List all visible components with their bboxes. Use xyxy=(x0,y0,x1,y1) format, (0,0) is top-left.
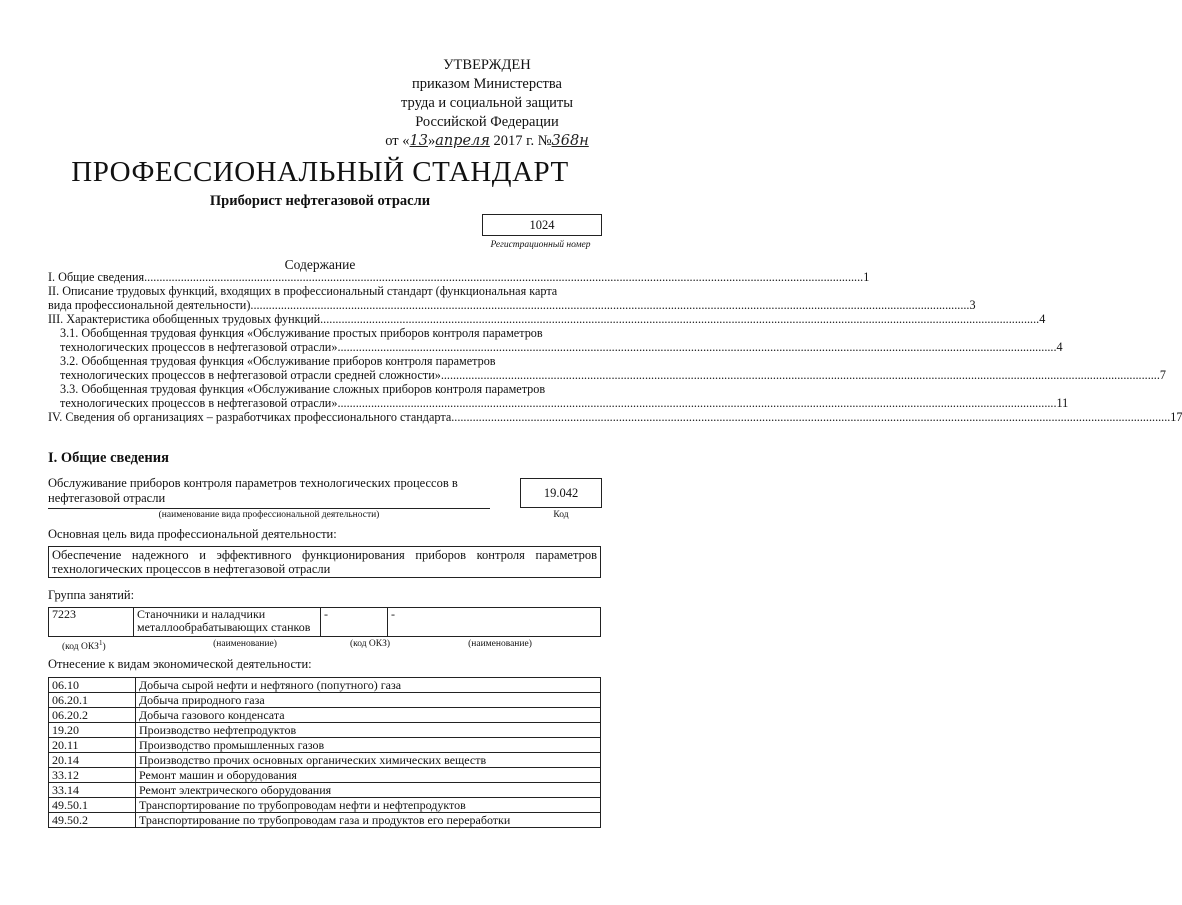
registration-number-label: Регистрационный номер xyxy=(490,240,591,250)
toc-item[interactable]: I. Общие сведения ..... 1 xyxy=(48,270,603,284)
group-label: Группа занятий: xyxy=(48,588,135,602)
group-caption-name-2: (наименование) xyxy=(468,639,532,649)
okz-name-cell: Станочники и наладчики металлообрабатывающих станков xyxy=(134,608,321,637)
okved-code: 06.10 xyxy=(49,678,136,693)
document-title: ПРОФЕССИОНАЛЬНЫЙ СТАНДАРТ xyxy=(71,156,569,188)
approval-date: от «13»апреля 2017 г. №368н xyxy=(385,133,589,149)
okved-name: Производство промышленных газов xyxy=(136,738,601,753)
toc-item[interactable]: 3.3. Обобщенная трудовая функция «Обслуживание сложных приборов контроля параметров технологических процессов в нефтегазовой отрасли» ..... 11 xyxy=(48,382,603,410)
okved-code: 33.14 xyxy=(49,783,136,798)
okved-name: Ремонт машин и оборудования xyxy=(136,768,601,783)
activity-name: Обслуживание приборов контроля параметров технологических процессов в нефтегазовой отрасли xyxy=(48,476,458,505)
table-row xyxy=(49,768,601,783)
okved-label: Отнесение к видам экономической деятельности: xyxy=(48,657,312,671)
okved-name: Добыча сырой нефти и нефтяного (попутного) газа xyxy=(136,678,601,693)
code-caption: Код xyxy=(553,510,569,520)
approval-title: УТВЕРЖДЕН xyxy=(443,57,531,73)
okved-code: 06.20.1 xyxy=(49,693,136,708)
approval-line: приказом Министерства xyxy=(412,76,562,92)
okved-code: 20.11 xyxy=(49,738,136,753)
okved-name: Ремонт электрического оборудования xyxy=(136,783,601,798)
group-caption-code-2: (код ОКЗ) xyxy=(349,639,391,649)
table-row xyxy=(49,693,601,708)
group-caption-code: (код ОКЗ$^1$) xyxy=(62,639,106,653)
okz-name-cell-2: - xyxy=(388,608,601,637)
table-of-contents xyxy=(48,270,1182,424)
toc-item[interactable]: II. Описание трудовых функций, входящих в профессиональный стандарт (функциональная карта вида профессиональной деятельности) ..... 3 xyxy=(48,284,603,312)
activity-underline xyxy=(48,508,490,509)
handwritten-month: апреля xyxy=(435,133,490,149)
handwritten-day: 13 xyxy=(409,133,428,149)
table-row xyxy=(49,813,601,828)
table-row xyxy=(49,608,601,637)
table-row xyxy=(49,738,601,753)
okved-name: Добыча природного газа xyxy=(136,693,601,708)
okved-table xyxy=(48,677,601,828)
approval-line: Российской Федерации xyxy=(415,114,559,130)
okved-code: 20.14 xyxy=(49,753,136,768)
table-row xyxy=(49,753,601,768)
group-caption-name: (наименование) xyxy=(213,639,277,649)
table-row xyxy=(49,678,601,693)
table-row xyxy=(49,783,601,798)
toc-heading: Содержание xyxy=(284,257,356,272)
okved-code: 49.50.2 xyxy=(49,813,136,828)
okved-code: 19.20 xyxy=(49,723,136,738)
approval-line: труда и социальной защиты xyxy=(401,95,573,111)
activity-code-box: 19.042 xyxy=(520,478,602,508)
approval-block xyxy=(372,56,602,151)
okved-code: 33.12 xyxy=(49,768,136,783)
toc-item[interactable]: IV. Сведения об организациях – разработчиках профессионального стандарта ..... 17 xyxy=(48,410,603,424)
table-row xyxy=(49,708,601,723)
goal-box: Обеспечение надежного и эффективного функционирования приборов контроля параметров технологических процессов в нефтегазовой отрасли xyxy=(48,546,601,578)
okved-code: 06.20.2 xyxy=(49,708,136,723)
activity-caption: (наименование вида профессиональной деятельности) xyxy=(158,510,380,520)
okved-name: Добыча газового конденсата xyxy=(136,708,601,723)
toc-item[interactable]: 3.1. Обобщенная трудовая функция «Обслуживание простых приборов контроля параметров технологических процессов в нефтегазовой отрасли» ..... 4 xyxy=(48,326,603,354)
table-row xyxy=(49,723,601,738)
occupation-group-table xyxy=(48,607,601,637)
okved-name: Транспортирование по трубопроводам газа и продуктов его переработки xyxy=(136,813,601,828)
okz-code-cell: 7223 xyxy=(49,608,134,637)
document-subtitle: Приборист нефтегазовой отрасли xyxy=(209,193,431,209)
okved-code: 49.50.1 xyxy=(49,798,136,813)
okved-name: Производство нефтепродуктов xyxy=(136,723,601,738)
toc-item[interactable]: 3.2. Обобщенная трудовая функция «Обслуживание приборов контроля параметров технологических процессов в нефтегазовой отрасли средней сложности» ..... 7 xyxy=(48,354,603,382)
handwritten-order-number: 368н xyxy=(551,133,589,149)
okved-name: Производство прочих основных органических химических веществ xyxy=(136,753,601,768)
section-title: I. Общие сведения xyxy=(48,450,169,466)
toc-item[interactable]: III. Характеристика обобщенных трудовых функций ..... 4 xyxy=(48,312,603,326)
table-row xyxy=(49,798,601,813)
goal-label: Основная цель вида профессиональной деятельности: xyxy=(48,527,337,541)
okved-name: Транспортирование по трубопроводам нефти и нефтепродуктов xyxy=(136,798,601,813)
okz-code-cell-2: - xyxy=(321,608,388,637)
registration-number-box: 1024 xyxy=(482,214,602,236)
